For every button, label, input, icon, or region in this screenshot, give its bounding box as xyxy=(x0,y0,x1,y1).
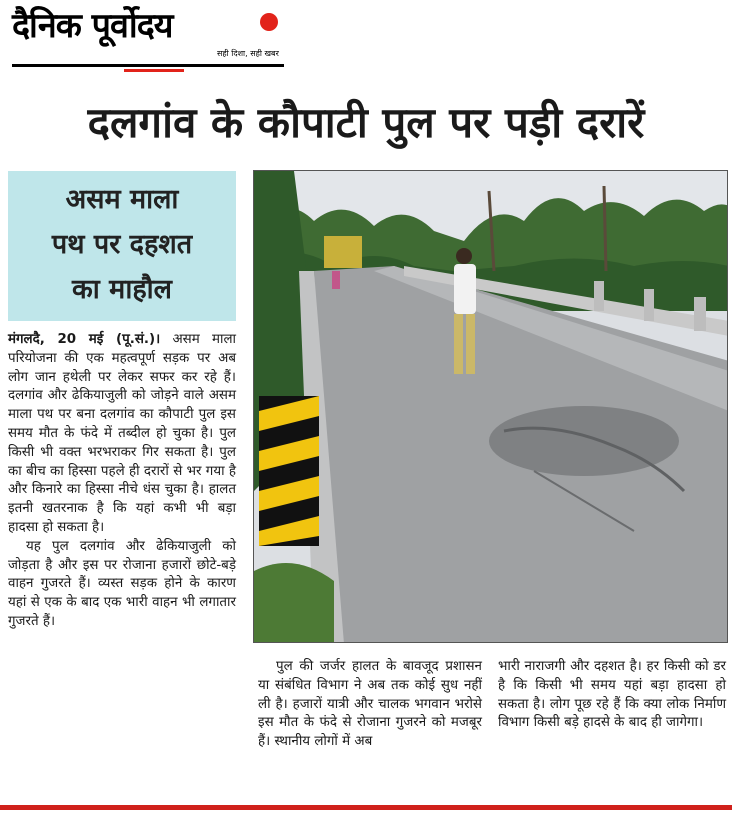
article-column-3 xyxy=(498,658,726,733)
bottom-rule xyxy=(0,805,732,810)
headline: दलगांव के कौपाटी पुल पर पड़ी दरारें xyxy=(87,98,645,147)
masthead-name: दैनिक पूर्वोदय xyxy=(12,6,173,46)
masthead-tagline: सही दिशा, सही खबर xyxy=(217,49,279,58)
article-paragraph: यह पुल दलगांव और ढेकियाजुली को जोड़ता है और इस पर रोजाना हजारों छोटे-बड़े वाहन गुजरते हैं। व्यस्त सड़क होने के कारण यहां से एक के बाद एक भारी वाहन भी लगातार गुजरते हैं। xyxy=(8,538,236,629)
masthead-red-strip xyxy=(124,69,184,72)
subhead-box xyxy=(8,171,236,321)
article-paragraph: पुल की जर्जर हालत के बावजूद प्रशासन या संबंधित विभाग ने अब तक कोई सुध नहीं ली है। हजारों यात्री और चालक भगवान भरोसे इस मौत के फंदे से रोजाना गुजरने को मजबूर हैं। स्थानीय लोगों में अब xyxy=(258,659,482,750)
subhead-line: असम माला xyxy=(65,184,179,215)
article-text: असम माला परियोजना की एक महत्वपूर्ण सड़क पर अब लोग जान हथेली पर लेकर सफर कर रहे हैं। दलगांव और ढेकियाजुली को जोड़ने वाले असम माला पथ पर बना दलगांव का कौपाटी पुल इस समय मौत के फंदे में तब्दील हो चुका है। पुल किसी भी वक्त भरभराकर गिर सकता है। पुल का बीच का हिस्सा पहले ही दरारों से भर गया है और किनारे का हिस्सा नीचे धंस चुका है। हालत इतनी खतरनाक है कि यहां कभी भी बड़ा हादसा हो सकता है। xyxy=(8,332,237,535)
bridge-photo-illustration xyxy=(254,171,728,643)
article-column-2 xyxy=(258,658,482,752)
masthead xyxy=(12,6,287,72)
dateline: मंगलदै, 20 मई (पू.सं.)। xyxy=(8,332,161,347)
article-paragraph: भारी नाराजगी और दहशत है। हर किसी को डर है कि किसी भी समय यहां बड़ा हादसा हो सकता है। लोग पूछ रहे हैं कि क्या लोक निर्माण विभाग किसी बड़े हादसे के बाद ही जागेगा। xyxy=(498,659,726,731)
masthead-logo-dot xyxy=(260,13,278,31)
article-paragraph xyxy=(8,331,236,538)
subhead-line: का माहौल xyxy=(72,274,172,305)
masthead-rule xyxy=(12,64,284,67)
article-column-1 xyxy=(8,331,236,632)
news-photo xyxy=(253,170,728,643)
subhead-line: पथ पर दहशत xyxy=(51,229,193,260)
